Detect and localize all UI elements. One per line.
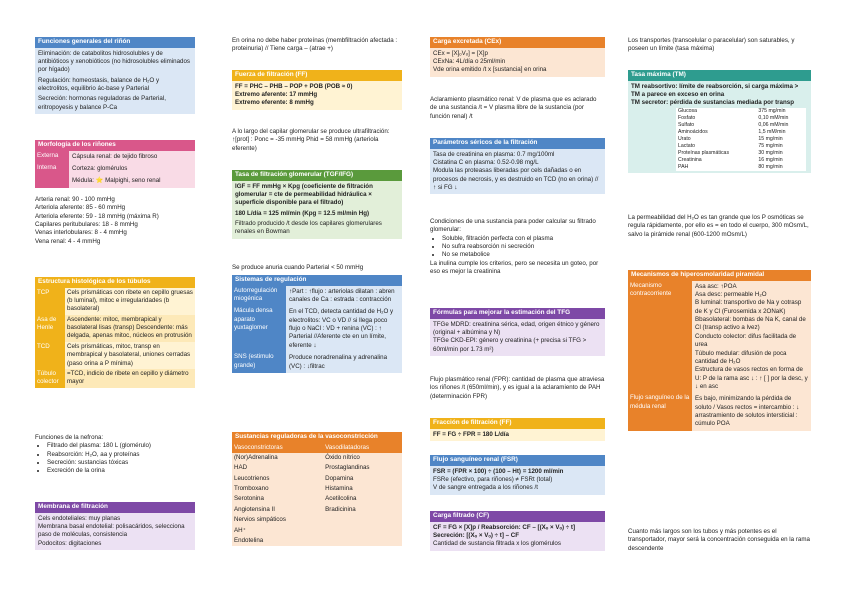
mecanismos-section <box>628 270 811 431</box>
arteria-line: Vena renal: 4 - 4 mmHg <box>35 237 101 245</box>
membrana-section <box>35 502 195 550</box>
morfologia-header: Morfología de los riñones <box>35 140 195 151</box>
fuerza-line: Extremo aferente: 17 mmHg <box>235 91 318 98</box>
membrana-line: Membrana basal endotelial: polisacáridos, selecciona paso de moléculas, consistencia <box>38 523 185 539</box>
tm-cell: 80 mg/min <box>758 163 783 170</box>
arteria-line: Venas interlobulares: 8 - 4 mmHg <box>35 229 127 237</box>
estructura-header: Estructura histológica de los túbulos <box>35 277 195 288</box>
sust-cell: Prostaglandinas <box>325 464 370 472</box>
tm-cell: 16 mg/min <box>758 156 783 163</box>
morf-val: Médula: ⭐ Malpighi, seno renal <box>69 175 195 187</box>
arteria-line: Arteriola eferente: 59 - 18 mmHg (máxima R) <box>35 212 159 220</box>
nefrona-item: • Reabsorción: H₂O, aa y proteínas <box>47 451 195 459</box>
sust-cell: AH⁺ <box>234 526 246 534</box>
sist-val: Produce noradrenalina y adrenalina (VC) : ↓filtrac <box>286 352 402 373</box>
tasa-max-section <box>628 70 811 173</box>
fsr-line: V de sangre entregada a los riñones /t <box>433 484 538 492</box>
sust-cell: Dopamina <box>325 474 354 482</box>
sust-col-b: Vasodilatadoras <box>323 443 402 453</box>
morf-val: Cápsula renal: de tejido fibroso <box>69 151 195 163</box>
sust-cell <box>323 536 402 546</box>
nefrona-item: • Excreción de la orina <box>47 467 195 475</box>
tm-cell: Fosfato <box>678 114 696 121</box>
sust-cell: Óxido nítrico <box>325 454 360 461</box>
nefrona-section <box>35 434 195 476</box>
morf-val: Corteza: glomérulos <box>69 163 195 175</box>
mec-val: Asa asc: ↑POA Asa desc: permeable H₂O B luminal: transportivo de Na y cotrasp de K y Cl (Furosemida x 2ONaK) Bbasolateral: bombas de Na K, canal de Cl (transp activo a lvez) Conducto colector: difus facilitada de urea Túbulo medular: difusión de poca cantidad de H₂O Estructura de vasos rectos en forma de U: P de la rama asc ↓ : ↑ [ ] por la desc, y ↓ en asc <box>692 281 811 394</box>
sust-cell: Tromboxano <box>234 485 269 493</box>
tm-cell: 1,5 mM/min <box>758 128 786 135</box>
estr-val: Ascendente: mitoc, membrapical y basolateral lisas (transp) Descendente: más delgada, apenas mitoc, núcleos en protrusión <box>65 315 195 342</box>
sustancias-header: Sustancias reguladoras de la vasoconstricción <box>232 432 402 443</box>
tm-cell: Creatinina <box>678 156 702 163</box>
tm-cell: 0,06 mM/min <box>758 121 789 128</box>
permeabilidad-text: La permeabilidad del H₂O es tan grande que los P osmóticas se regula rápidamente, por ello es = en todo el cuerpo, 300 mOsm/L, salvo la pirámide renal (600-1200 mOsm/L) <box>628 214 809 238</box>
sust-cell: Endotelina <box>234 536 264 544</box>
cf-line: Secreción: [(Xₒ × Vₒ) ÷ t] – CF <box>433 532 520 539</box>
transporte-text: Los transportes (transcelular o paracelular) son saturables, y poseen un límite (tasa máxima) <box>628 37 795 53</box>
carga-section <box>430 37 605 77</box>
tm-cell: 0,10 mM/min <box>758 114 789 121</box>
fuerza-header: Fuerza de filtración (FF) <box>232 70 402 81</box>
fuerza-line: Extremo eferente: 8 mmHg <box>235 99 314 107</box>
funciones-line: Eliminación: de catabolitos hidrosolubles y de antibióticos y xenobióticos (no hidrosolubles eliminados por hígado) <box>38 49 191 74</box>
morf-key: Interna <box>35 163 69 175</box>
morfologia-section <box>35 140 195 188</box>
mec-val: Es bajo, minimizando la pérdida de soluto / Vasos rectos = intercambio : ↓ arrastramiento de solutos intersticial : cúmulo POA <box>692 393 811 430</box>
morf-key <box>35 175 69 187</box>
funciones-line: Regulación: homeostasis, balance de H₂O y electrolitos, equilibrio ác-base y Parterial <box>38 76 160 93</box>
sust-cell: Angiotensina II <box>234 505 275 513</box>
carga-f-header: Carga filtrado (CF) <box>430 511 605 522</box>
carga-f-section <box>430 511 605 551</box>
tm-cell: Sulfato <box>678 121 695 128</box>
mec-key: Mecanismo contracorriente <box>628 281 692 394</box>
funciones-line: Secreción: hormonas reguladoras de Parterial, eritropoyesis y balance P-Ca <box>38 95 166 111</box>
sust-cell: HAD <box>234 464 248 472</box>
fraccion-section <box>430 418 605 441</box>
sust-cell: (Nor)Adrenalina <box>234 454 278 461</box>
tasa-line: IGF = FF mmHg × Kpg (coeficiente de filtración glomerular = cte de permeabilidad hidráulica × superficie disponible para el filtrado) <box>235 182 373 207</box>
formulas-header: Fórmulas para mejorar la estimación del TFG <box>430 308 605 319</box>
nefrona-item: • Secreción: sustancias tóxicas <box>47 459 195 467</box>
capilar-text: A lo largo del capilar glomerular se produce ultrafiltración: ↑[prot] : Ponc = -35 mmHg Phid = 58 mmHg (arteriola eferente) <box>232 128 390 152</box>
sistemas-section <box>232 275 402 373</box>
tm-line: TM reabsortivo: límite de reabsorción, si carga máxima > TM a parece en exceso en orina <box>631 82 799 98</box>
param-line: Tasa de creatinina en plasma: 0.7 mg/100ml <box>433 150 555 158</box>
sist-val: ↑Part : ↑flujo : arteriolas dilatan : abren canales de Ca : estrada : contracción <box>286 286 402 307</box>
formula-line: TFGe CKD-EPI: género y creatinina (+ precisa si TFG > 60ml/min por 1.73 m²) <box>433 337 587 353</box>
sust-cell: Bradicinina <box>325 505 356 513</box>
tasa-line: Filtrado producido /t desde los capilares glomerulares renales en Bowman <box>235 220 382 236</box>
estr-key: Túbulo colector <box>35 369 65 388</box>
sust-cell <box>323 526 402 536</box>
tm-line: TM secretor: pérdida de sustancias mediada por transp <box>631 99 794 107</box>
estr-key: TCD <box>35 342 65 369</box>
nefrona-item: • Filtrado del plasma: 180 L (glomérulo) <box>47 442 195 450</box>
tasa-section <box>232 170 402 239</box>
tm-cell: Urato <box>678 135 691 142</box>
flujo-sang-section <box>430 455 605 495</box>
col2-intro: En orina no debe haber proteínas (membfiltración afectada : proteinuria) // Tiene carga – (atrae +) <box>232 37 398 53</box>
sustancias-section <box>232 432 402 546</box>
fsr-line: FSR = (FPR × 100) ÷ (100 – Ht) = 1200 ml/min <box>433 467 564 475</box>
formula-line: TFGe MDRD: creatinina sérica, edad, origen étnico y género (original + albúmina y N) <box>433 320 600 336</box>
aclaramiento-text: Aclaramiento plasmático renal: V de plasma que es aclarado de una sustancia /t = V plasma libre de la sustancia (por función renal) /t <box>430 96 597 120</box>
membrana-line: Podocitos: digitaciones <box>38 539 102 547</box>
flujo-sang-header: Flujo sanguíneo renal (FSR) <box>430 455 605 466</box>
mecanismos-header: Mecanismos de hiperosmolaridad piramidal <box>628 270 811 281</box>
condiciones-tail: La inulina cumple los criterios, pero se necesita un goteo, por eso es mejor la creatinina <box>430 259 599 276</box>
fraccion-line: FF = FG ÷ FPR = 180 L/día <box>430 429 605 441</box>
sist-key: SNS (estimulo grande) <box>232 352 286 373</box>
tm-cell: Proteínas plasmáticas <box>678 149 730 156</box>
param-line: Modula las proteasas liberadas por cels dañadas o en procesos de necrosis, y es destruido en TCD (no en orina) // ↑ si FG ↓ <box>433 167 599 192</box>
sust-col-a: Vasoconstrictoras <box>232 443 323 453</box>
arteria-line: Arteria renal: 90 - 100 mmHg <box>35 196 115 203</box>
mec-key: Flujo sanguíneo de la médula renal <box>628 393 692 430</box>
carga-header: Carga excretada (CEx) <box>430 37 605 48</box>
tasa-max-header: Tasa máxima (TM) <box>628 70 811 81</box>
anuria-text: Se produce anuria cuando Parterial < 50 mmHg <box>232 264 364 271</box>
param-line: Cistatina C en plasma: 0.52-0.98 mg/L <box>433 159 539 166</box>
funciones-header: Funciones generales del riñón <box>35 37 195 48</box>
estr-key: Asa de Henle <box>35 315 65 342</box>
tm-cell: Aminoácidos <box>678 128 708 135</box>
flujo-text: Flujo plasmático renal (FPR): cantidad de plasma que atraviesa los riñones /t (650ml/min), y es igual a la aclaramiento de PAH (determinación FPR) <box>430 376 605 400</box>
estr-key: TCP <box>35 288 65 315</box>
fsr-line: FSRe (efectivo, para riñones) ≠ FSRt (total) <box>433 476 553 483</box>
funciones-section <box>35 37 195 114</box>
tm-cell: Lactato <box>678 142 696 149</box>
tasa-line: 180 L/día = 125 ml/min (Kpg = 12.5 ml/min Hg) <box>235 209 370 217</box>
sist-key: Mácula densa aparato yuxtaglomer <box>232 306 286 352</box>
estr-val: Cels prismáticas, mitoc, transp en membrapical y basolateral, uniones cerradas (paso orina a P mínima) <box>65 342 195 369</box>
condicion-item: • No se metabolice <box>442 251 605 259</box>
membrana-line: Cels endoteliales: muy planas <box>38 514 121 522</box>
tm-cell: 15 mg/min <box>758 135 783 142</box>
arteria-line: Arteriola aferente: 85 - 60 mmHg <box>35 204 126 212</box>
sust-cell: Leucotrienos <box>234 474 270 482</box>
sust-cell <box>323 515 402 525</box>
condiciones-title: Condiciones de una sustancia para poder calcular su filtrado glomerular: <box>430 218 596 234</box>
cf-line: Cantidad de sustancia filtrada x los glomérulos <box>433 540 561 548</box>
arterias-list <box>35 196 195 246</box>
sistemas-header: Sistemas de regulación <box>232 275 402 286</box>
fuerza-section <box>232 70 402 110</box>
tm-cell: 75 mg/min <box>758 142 783 149</box>
tm-cell: 30 mg/min <box>758 149 783 156</box>
membrana-header: Membrana de filtración <box>35 502 195 513</box>
condiciones-section <box>430 218 605 277</box>
sust-cell: Acetilcolina <box>325 495 357 503</box>
condicion-item: • Soluble, filtración perfecta con el plasma <box>442 235 605 243</box>
sust-cell: Histamina <box>325 485 353 493</box>
tm-cell: PAH <box>678 163 689 170</box>
fuerza-line: FF = PHC – PHB – POP + POB (POB ≈ 0) <box>235 82 353 90</box>
tasa-header: Tasa de filtración glomerular (TGF/IFG) <box>232 170 402 181</box>
carga-line: CEx = [X]ₒVₒ] = [X]p <box>433 49 488 57</box>
parametros-section <box>430 138 605 194</box>
estr-val: Cels prismáticas con ribete en cepillo gruesas (b luminal), mitoc e irregularidades (b basolateral) <box>65 288 195 315</box>
formulas-section <box>430 308 605 356</box>
sist-key: Autorregulación miogénica <box>232 286 286 307</box>
estr-val: =TCD, indicio de ribete en cepillo y diámetro mayor <box>65 369 195 388</box>
estructura-section <box>35 277 195 388</box>
nefrona-title: Funciones de la nefrona: <box>35 434 104 441</box>
cf-line: CF = FG × [X]p / Reabsorción: CF – [(Xₒ × Vₒ) ÷ t] <box>433 523 576 531</box>
sust-cell: Nervios simpáticos <box>234 516 286 524</box>
tm-cell: 375 mg/min <box>758 107 786 114</box>
arteria-line: Capilares peritubulares: 18 - 8 mmHg <box>35 221 138 229</box>
carga-line: Vde orina emitido /t x [sustancia] en orina <box>433 66 547 74</box>
condicion-item: • No sufra reabsorción ni secreción <box>442 243 605 251</box>
sist-val: En el TCD, detecta cantidad de H₂O y electrolitos: VC o VD // si llega poco flujo o NaCl : VD + renina (VC) : ↑ Parterial //Aferente cte en un límite, eferente ↓ <box>286 306 402 352</box>
final-text: Cuanto más largos son los tubos y más potentes es el transportador, mayor será la concentración conseguida en la rama descendente <box>628 528 810 552</box>
parametros-header: Parámetros séricos de la filtración <box>430 138 605 149</box>
sust-cell: Serotonina <box>234 495 264 503</box>
morf-key: Externa <box>35 151 69 163</box>
carga-line: CExNa: 4L/día o 25ml/min <box>433 58 506 65</box>
fraccion-header: Fracción de filtración (FF) <box>430 418 605 429</box>
tm-cell: Glucosa <box>678 107 698 114</box>
